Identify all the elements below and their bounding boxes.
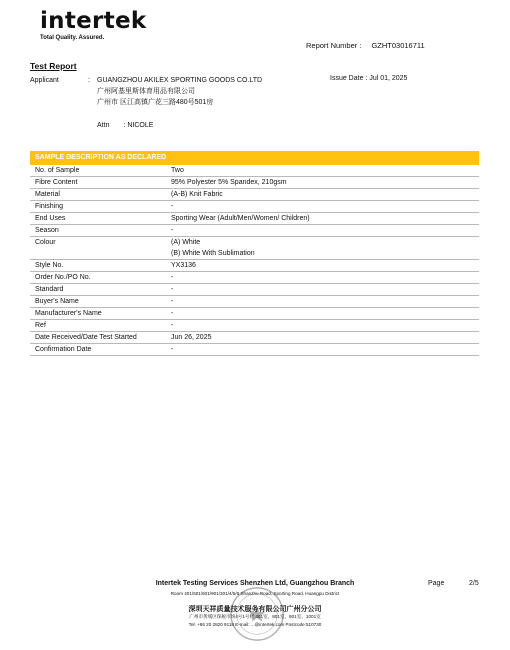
row-value-line: (A) White [171, 239, 201, 246]
row-value: - [166, 272, 479, 284]
table-row [30, 284, 479, 296]
row-value [166, 237, 479, 260]
row-value: - [166, 344, 479, 356]
row-label: Date Received/Date Test Started [30, 332, 166, 344]
row-label: End Uses [30, 213, 166, 225]
row-value: Sporting Wear (Adult/Men/Women/ Children) [166, 213, 479, 225]
sample-description-table [30, 165, 479, 356]
table-row [30, 332, 479, 344]
row-label: Colour [30, 237, 166, 260]
table-row [30, 344, 479, 356]
row-value: - [166, 284, 479, 296]
applicant-name: GUANGZHOU AKILEX SPORTING GOODS CO.LTD [97, 77, 263, 84]
row-value: 95% Polyester 5% Spandex, 210gsm [166, 177, 479, 189]
row-label: Ref [30, 320, 166, 332]
row-value: Two [166, 165, 479, 177]
issue-date-label: Issue Date : [330, 75, 368, 82]
row-value: - [166, 308, 479, 320]
row-value: YX3136 [166, 260, 479, 272]
sample-section-header: SAMPLE DESCRIPTION AS DECLARED [30, 151, 479, 165]
table-row [30, 189, 479, 201]
row-label: Manufacturer's Name [30, 308, 166, 320]
row-value: - [166, 201, 479, 213]
attn-label: Attn [97, 122, 110, 129]
footer-contact: Tel: +86 20 2820 9118 E-mail: ...@intertek.com Postcode:510730 [188, 622, 322, 627]
table-row [30, 296, 479, 308]
table-row [30, 201, 479, 213]
footer-address: Room 401/501/601/901/301/4/5/6 Shanzhu Road, Sporting Road, Huangpu District [170, 591, 340, 596]
row-value-line: (B) White With Sublimation [171, 250, 255, 257]
logo-wordmark: intertek [40, 8, 147, 34]
applicant-address-cn: 广州市 区江高镇广花三路480号501房 [97, 99, 214, 106]
intertek-logo [40, 8, 146, 41]
issue-date-value: Jul 01, 2025 [369, 75, 408, 82]
row-value: - [166, 320, 479, 332]
applicant-colon: : [88, 77, 90, 84]
applicant-lines [97, 75, 262, 108]
report-number-value: GZHT03016711 [371, 41, 425, 50]
report-number [306, 41, 425, 50]
attn [97, 122, 153, 129]
row-label: Material [30, 189, 166, 201]
page-number: 2/5 [469, 580, 479, 587]
applicant-label: Applicant [30, 77, 59, 84]
footer-company: Intertek Testing Services Shenzhen Ltd, Guangzhou Branch [155, 580, 355, 587]
row-value: - [166, 296, 479, 308]
table-row [30, 308, 479, 320]
row-label: Fibre Content [30, 177, 166, 189]
row-label: Standard [30, 284, 166, 296]
row-label: Style No. [30, 260, 166, 272]
footer-company-cn: 深圳天祥质量技术服务有限公司广州分公司 [188, 606, 322, 613]
logo-tagline: Total Quality. Assured. [40, 35, 105, 41]
applicant-name-cn: 广州阿基里斯体育用品有限公司 [97, 88, 195, 95]
row-label: Finishing [30, 201, 166, 213]
row-label: Order No./PO No. [30, 272, 166, 284]
row-label: Confirmation Date [30, 344, 166, 356]
row-value: (A-B) Knit Fabric [166, 189, 479, 201]
table-row [30, 225, 479, 237]
issue-date [330, 75, 407, 82]
table-row [30, 177, 479, 189]
table-row [30, 237, 479, 260]
row-value: Jun 26, 2025 [166, 332, 479, 344]
page-label: Page [428, 580, 445, 587]
footer-address-cn: 广州市黄埔区保税市场4号1号楼 401室、801室、901室、1001室 [189, 614, 321, 619]
attn-value: : NICOLE [123, 122, 154, 129]
row-value: - [166, 225, 479, 237]
page-title: Test Report [30, 61, 77, 71]
table-row [30, 260, 479, 272]
table-row [30, 213, 479, 225]
table-row [30, 320, 479, 332]
row-label: Buyer's Name [30, 296, 166, 308]
table-row [30, 272, 479, 284]
row-label: Season [30, 225, 166, 237]
report-number-label: Report Number : [306, 41, 362, 50]
row-label: No. of Sample [30, 165, 166, 177]
table-row [30, 165, 479, 177]
